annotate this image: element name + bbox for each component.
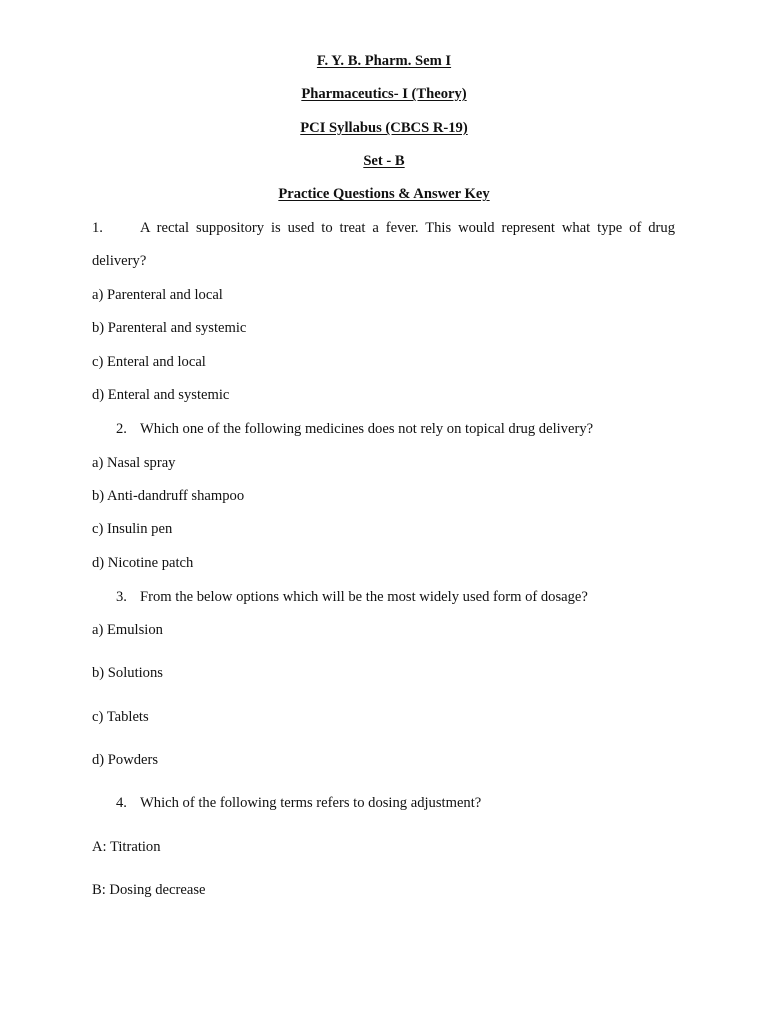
question-3-option-a: a) Emulsion [92,622,163,638]
question-4-number: 4. [116,795,127,811]
question-2-text: Which one of the following medicines does not rely on topical drug delivery? [140,421,594,437]
question-2-option-b: b) Anti-dandruff shampoo [92,488,245,504]
question-1-option-a: a) Parenteral and local [92,287,223,303]
question-2-number: 2. [116,421,127,437]
question-1 [92,219,675,237]
set-heading: Set - B [363,153,405,169]
question-1-option-b: b) Parenteral and systemic [92,320,247,336]
question-1-option-d: d) Enteral and systemic [92,387,230,403]
question-3-option-c: c) Tablets [92,709,149,725]
question-3-option-d: d) Powders [92,752,159,768]
question-4-text: Which of the following terms refers to dosing adjustment? [140,795,482,811]
question-3-text: From the below options which will be the most widely used form of dosage? [140,589,588,605]
question-4-option-b: B: Dosing decrease [92,882,206,898]
question-1-text: A rectal suppository is used to treat a fever. This would represent what type of drug [140,220,675,236]
question-1-number: 1. [92,220,103,236]
question-2-option-a: a) Nasal spray [92,455,176,471]
course-heading: F. Y. B. Pharm. Sem I [316,53,452,69]
subject-heading: Pharmaceutics- I (Theory) [301,86,467,102]
question-4-option-a: A: Titration [92,839,161,855]
question-1-text-continued: delivery? [92,253,147,269]
question-1-option-c: c) Enteral and local [92,354,206,370]
question-3-option-b: b) Solutions [92,665,163,681]
question-2-option-d: d) Nicotine patch [92,555,194,571]
syllabus-heading: PCI Syllabus (CBCS R-19) [300,120,468,136]
question-3-number: 3. [116,589,127,605]
document-title: Practice Questions & Answer Key [278,186,490,202]
question-2-option-c: c) Insulin pen [92,521,173,537]
